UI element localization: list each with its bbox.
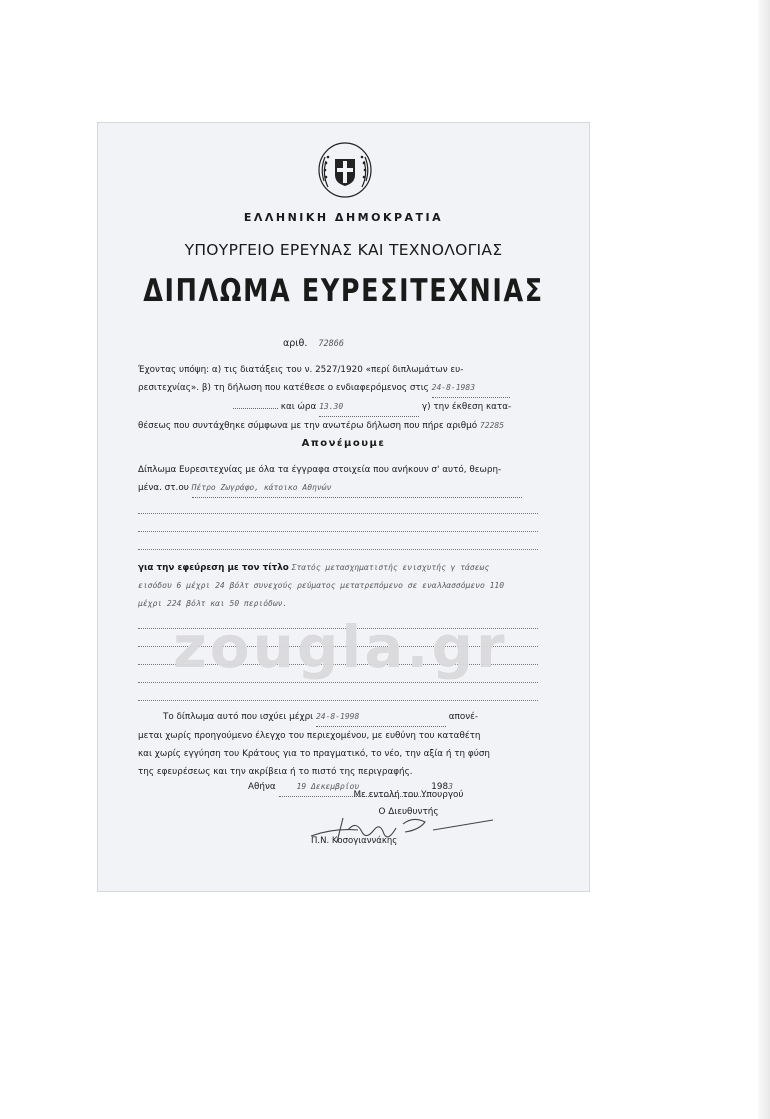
award-line-2-text: μένα. στ.ου (138, 483, 189, 493)
preamble-line-4 (138, 417, 558, 435)
blank-line (138, 549, 538, 550)
award-heading: Απονέμουμε (301, 438, 386, 449)
year-prefix: 198 (431, 782, 449, 792)
filing-date: 24-8-1983 (431, 383, 476, 392)
validity-line-2: μεται χωρίς προηγούμενο έλεγχο του περιεχομένου, με ευθύνη του καταθέτη (138, 731, 481, 741)
deposit-number: 72285 (479, 421, 505, 430)
republic-heading: ΕΛΛΗΝΙΚΗ ΔΗΜΟΚΡΑΤΙΑ (243, 211, 444, 224)
validity-suffix: απονέ- (448, 712, 479, 722)
signatory-name: Π.Ν. Κοσογιαννάκης (311, 836, 398, 846)
patent-certificate (97, 122, 590, 892)
blank-line (138, 531, 538, 532)
award-line-1: Δίπλωμα Ευρεσιτεχνίας με όλα τα έγγραφα στοιχεία που ανήκουν σ' αυτό, θεωρη- (138, 465, 502, 475)
validity-line-4: της εφευρέσεως και την ακρίβεια ή το πιστό της περιγραφής. (138, 767, 413, 777)
invention-title-block (138, 559, 558, 613)
filing-time: 13.30 (319, 402, 344, 411)
issue-date: 19 Δεκεμβρίου (296, 782, 360, 791)
blank-field (233, 408, 278, 409)
scan-edge (758, 0, 770, 1119)
award-paragraph (138, 461, 558, 498)
certificate-title: ΔΙΠΛΩΜΑ ΕΥΡΕΣΙΤΕΧΝΙΑΣ (143, 273, 544, 309)
order-line: Με εντολή του Υπουργού (353, 790, 464, 800)
blank-line (138, 700, 538, 701)
validity-prefix: Το δίπλωμα αυτό που ισχύει μέχρι (163, 712, 314, 722)
invention-title-2: εισόδου 6 μέχρι 24 βόλτ συνεχούς ρεύματος μετατρεπόμενο σε εναλλασσόμενο 110 (138, 581, 505, 590)
preamble-line-3-text: γ) την έκθεση κατα- (421, 402, 512, 412)
preamble-line-2 (138, 379, 558, 398)
preamble-line-4-text: θέσεως που συντάχθηκε σύμφωνα με την ανωτέρω δήλωση που πήρε αριθμό (138, 421, 478, 431)
ministry-heading: ΥΠΟΥΡΓΕΙΟ ΕΡΕΥΝΑΣ ΚΑΙ ΤΕΧΝΟΛΟΓΙΑΣ (184, 241, 503, 259)
invention-label: για την εφεύρεση με τον τίτλο (138, 563, 289, 573)
validity-paragraph (138, 708, 558, 781)
number-label: αριθ. (283, 338, 308, 349)
time-label: και ώρα (280, 402, 317, 412)
greek-coat-of-arms-icon (316, 141, 374, 199)
invention-title-1: Στατός μετασχηματιστής ενισχυτής γ τάσεως (291, 563, 490, 572)
invention-line-1 (138, 559, 558, 577)
issue-place: Αθήνα (248, 782, 276, 792)
preamble-line-1: Έχοντας υπόψη: α) τις διατάξεις του ν. 2527/1920 «περί διπλωμάτων ευ- (138, 365, 464, 375)
blank-line (138, 513, 538, 514)
award-line-2 (138, 479, 558, 498)
validity-line-3: και χωρίς εγγύηση του Κράτους για το πραγματικό, το νέο, την αξία ή τη φύση (138, 749, 490, 759)
preamble-line-2-text: ρεσιτεχνίας». β) τη δήλωση που κατέθεσε ο ενδιαφερόμενος στις (138, 383, 429, 393)
holder-field (192, 479, 522, 498)
invention-title-3: μέχρι 224 βόλτ και 50 περιόδων. (138, 599, 288, 608)
filing-date-field (432, 379, 510, 398)
valid-until-field (316, 708, 446, 727)
time-field (319, 398, 419, 417)
valid-until: 24-8-1998 (315, 712, 360, 721)
number-value: 72866 (318, 339, 344, 349)
blank-line (138, 682, 538, 683)
legal-preamble (138, 361, 558, 435)
patent-holder: Πέτρο Ζωγράφο, κάτοικο Αθηνών (191, 483, 332, 492)
validity-line-1 (138, 708, 558, 727)
certificate-number (283, 338, 344, 349)
director-title: Ο Διευθυντής (378, 807, 439, 817)
zougla-watermark: zougla.gr (173, 613, 508, 681)
year-digit: 3 (448, 782, 453, 791)
preamble-line-3 (138, 398, 558, 417)
